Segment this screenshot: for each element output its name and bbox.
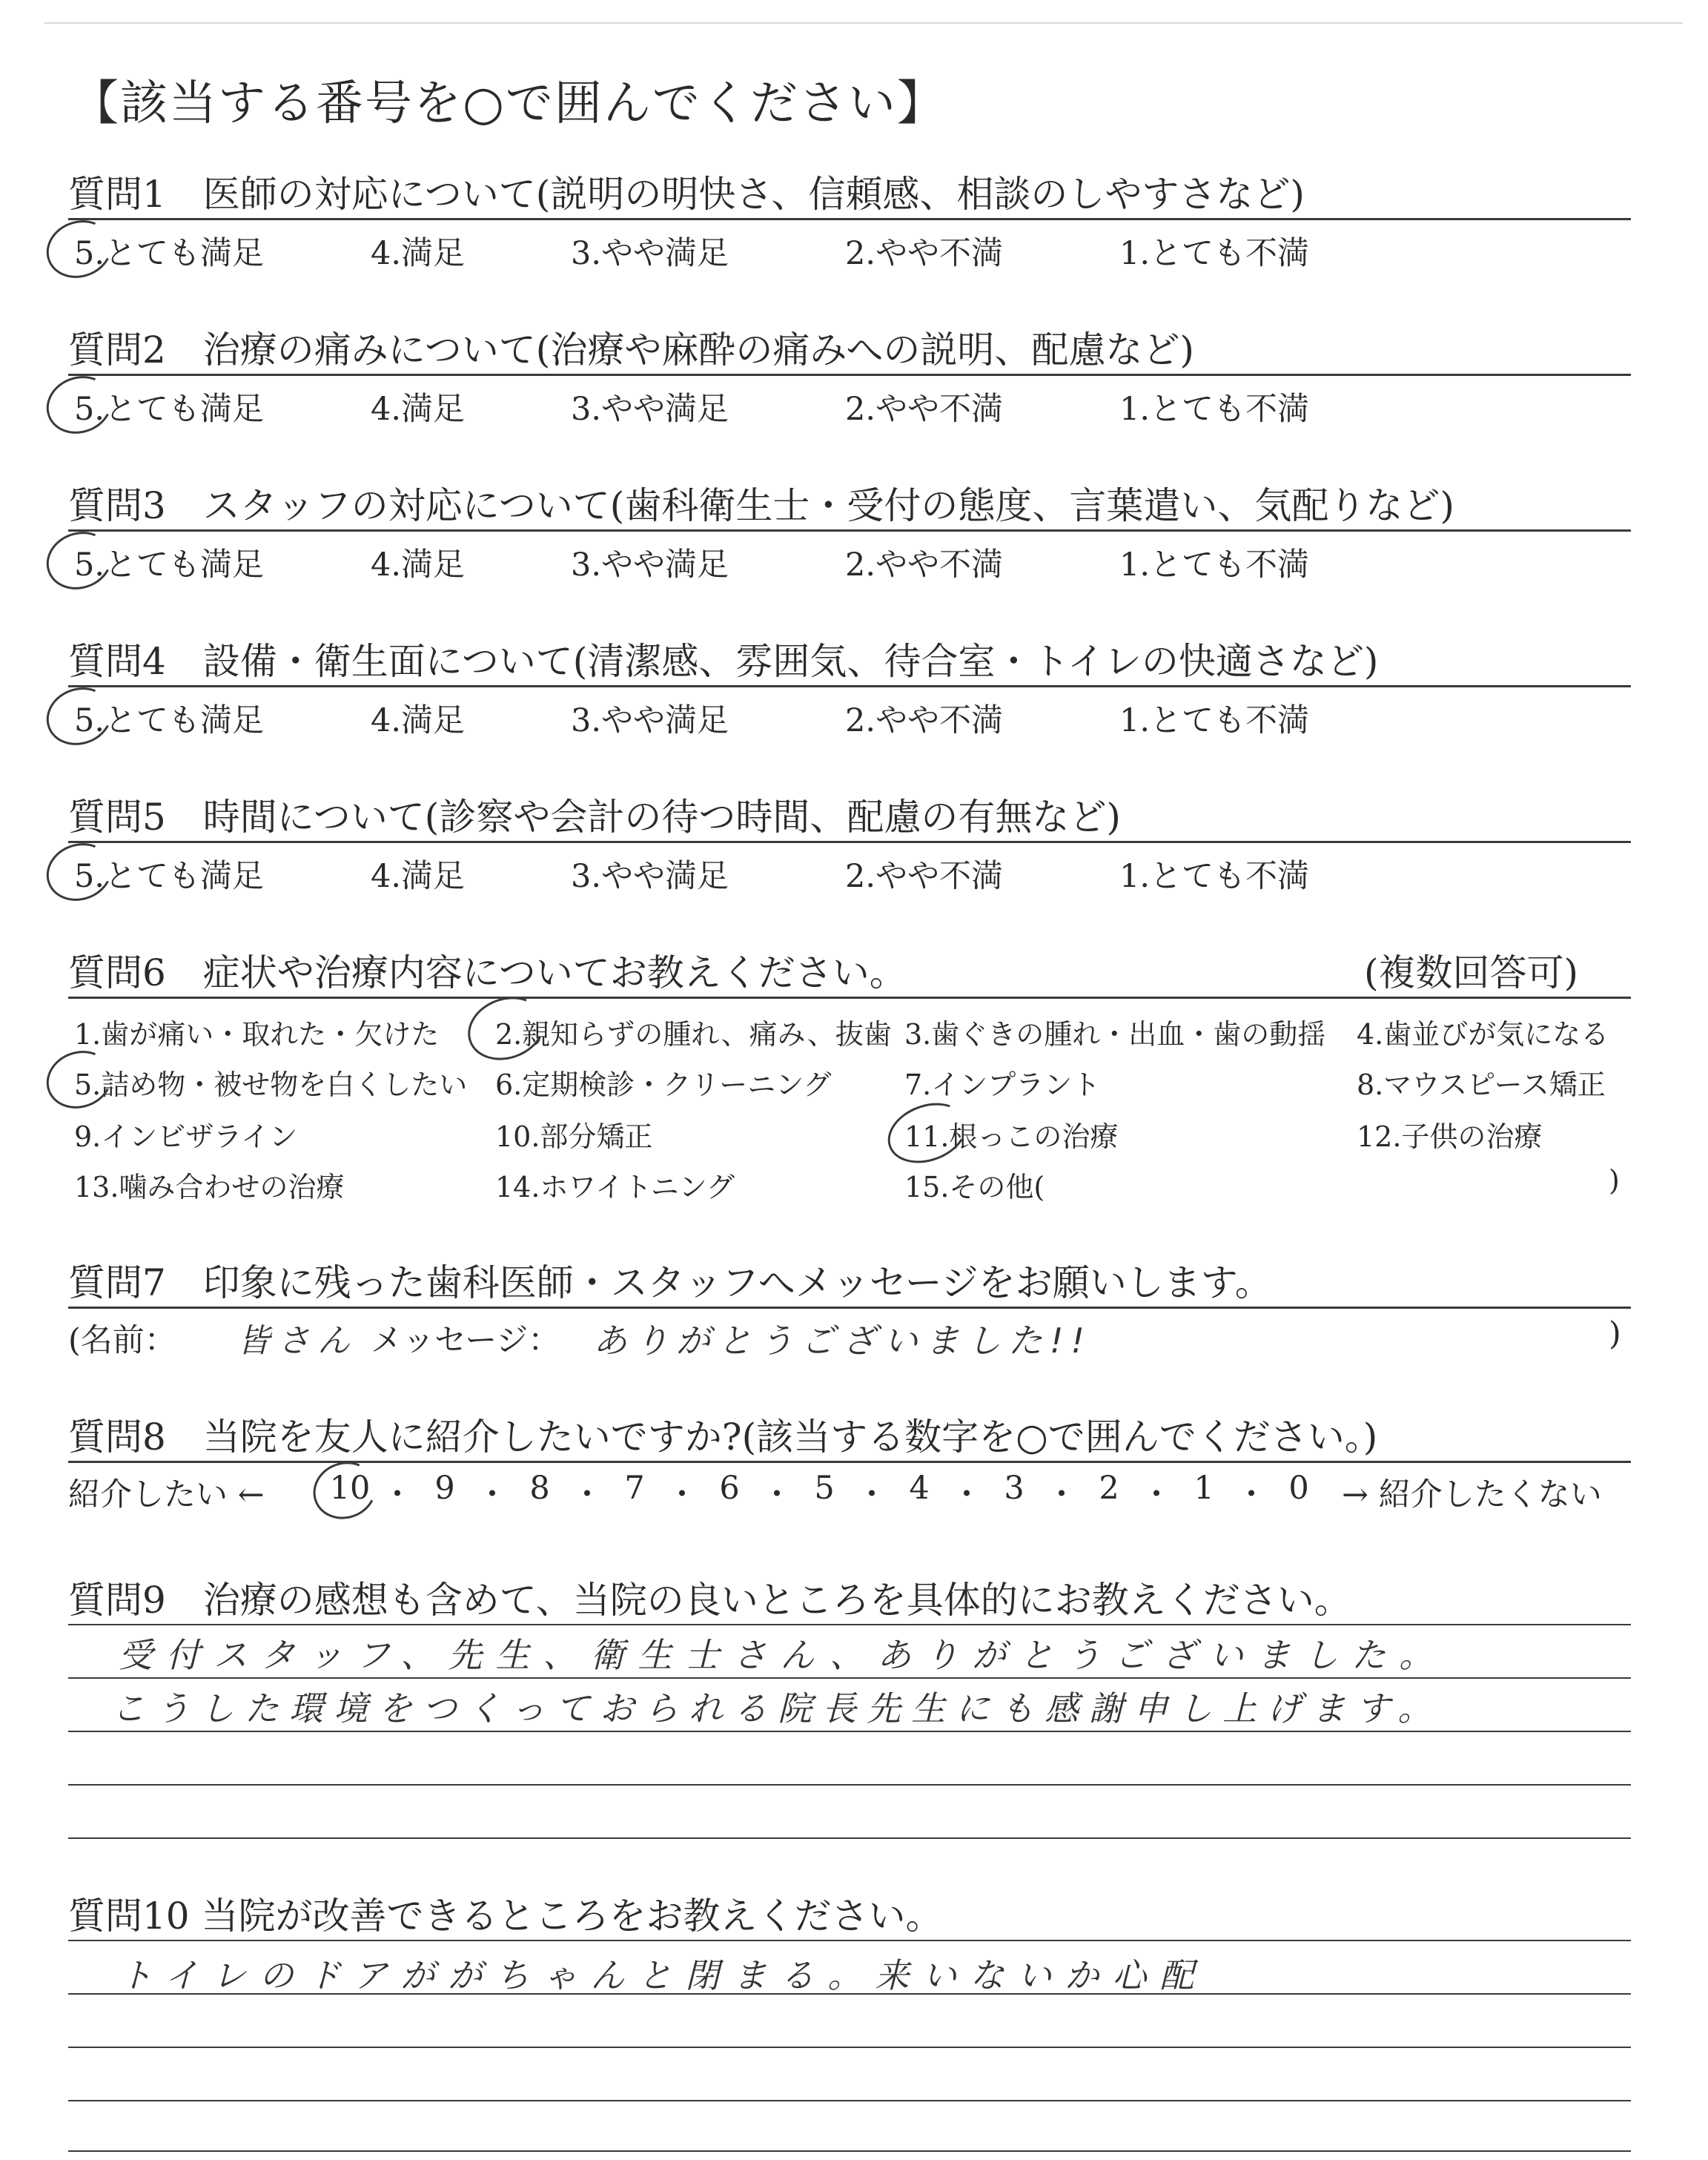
q8-scale-10[interactable]: 10 bbox=[329, 1470, 371, 1507]
q7-close-paren: ) bbox=[1609, 1315, 1621, 1353]
q6-rule bbox=[68, 997, 1631, 999]
q5-rule bbox=[68, 841, 1631, 843]
q8-scale-8[interactable]: 8 bbox=[529, 1470, 550, 1507]
q5-option-4[interactable]: 4.満足 bbox=[371, 858, 466, 895]
q8-scale-separator: ・ bbox=[1235, 1476, 1268, 1513]
q8-scale-4[interactable]: 4 bbox=[909, 1470, 930, 1507]
q5-option-2[interactable]: 2.やや不満 bbox=[845, 858, 1004, 895]
q10-line-1 bbox=[68, 1940, 1631, 1941]
q4-rule bbox=[68, 685, 1631, 687]
q3-option-1[interactable]: 1.とても不満 bbox=[1119, 546, 1310, 584]
q5-option-5[interactable]: 5.とても満足 bbox=[74, 858, 265, 895]
q7-message-value[interactable]: ありがとうございました!! bbox=[593, 1321, 1092, 1361]
q8-scale-7[interactable]: 7 bbox=[624, 1470, 645, 1507]
q6-option-12[interactable]: 12.子供の治療 bbox=[1357, 1120, 1543, 1153]
q6-option-4[interactable]: 4.歯並びが気になる bbox=[1357, 1018, 1609, 1051]
q10-answer-line-1[interactable]: トイレのドアががちゃんと閉まる。来いないか心配 bbox=[119, 1955, 1208, 1995]
q3-rule bbox=[68, 529, 1631, 532]
q2-answer-circle bbox=[39, 367, 121, 443]
q1-heading: 質問1 医師の対応について(説明の明快さ、信頼感、相談のしやすさなど) bbox=[68, 173, 1305, 216]
q8-scale-separator: ・ bbox=[1045, 1476, 1078, 1513]
q9-line-1 bbox=[68, 1624, 1631, 1625]
q8-scale-0[interactable]: 0 bbox=[1288, 1470, 1309, 1507]
q6-option-1[interactable]: 1.歯が痛い・取れた・欠けた bbox=[74, 1018, 440, 1051]
q9-answer-line-1[interactable]: 受付スタッフ、先生、衛生士さん、ありがとうございました。 bbox=[119, 1635, 1447, 1675]
q1-option-2[interactable]: 2.やや不満 bbox=[845, 235, 1004, 272]
q8-scale-separator: ・ bbox=[666, 1476, 698, 1513]
q7-name-label: (名前： bbox=[68, 1322, 176, 1359]
q4-heading: 質問4 設備・衛生面について(清潔感、雰囲気、待合室・トイレの快適さなど) bbox=[68, 640, 1379, 683]
q8-scale-separator: ・ bbox=[761, 1476, 793, 1513]
q1-answer-circle bbox=[39, 211, 121, 287]
q8-heading: 質問8 当院を友人に紹介したいですか?(該当する数字を○で囲んでください。) bbox=[68, 1416, 1378, 1459]
q6-note: (複数回答可) bbox=[1364, 951, 1579, 994]
q6-option-15[interactable]: 15.その他( bbox=[904, 1171, 1045, 1203]
q1-option-1[interactable]: 1.とても不満 bbox=[1119, 235, 1310, 272]
q6-answer-circle-5 bbox=[39, 1042, 121, 1117]
q8-scale-5[interactable]: 5 bbox=[814, 1470, 835, 1507]
q3-heading: 質問3 スタッフの対応について(歯科衛生士・受付の態度、言葉遣い、気配りなど) bbox=[68, 484, 1454, 527]
q6-answer-circle-2 bbox=[459, 986, 554, 1070]
q9-line-5 bbox=[68, 1837, 1631, 1839]
q8-scale-separator: ・ bbox=[855, 1476, 888, 1513]
q4-option-4[interactable]: 4.満足 bbox=[371, 702, 466, 739]
q7-heading: 質問7 印象に残った歯科医師・スタッフへメッセージをお願いします。 bbox=[68, 1261, 1272, 1304]
q8-scale-2[interactable]: 2 bbox=[1099, 1470, 1119, 1507]
q8-left-label: 紹介したい ← bbox=[68, 1476, 265, 1513]
q8-rule bbox=[68, 1461, 1631, 1463]
q9-line-2 bbox=[68, 1677, 1631, 1679]
q6-option-2[interactable]: 2.親知らずの腫れ、痛み、抜歯 bbox=[495, 1018, 892, 1051]
q2-option-4[interactable]: 4.満足 bbox=[371, 391, 466, 428]
q4-option-3[interactable]: 3.やや満足 bbox=[571, 702, 729, 739]
q8-scale-separator: ・ bbox=[381, 1476, 414, 1513]
q7-message-label: メッセージ： bbox=[371, 1322, 560, 1359]
q2-option-1[interactable]: 1.とても不満 bbox=[1119, 391, 1310, 428]
q8-scale-separator: ・ bbox=[950, 1476, 983, 1513]
q3-option-4[interactable]: 4.満足 bbox=[371, 546, 466, 584]
q8-scale-3[interactable]: 3 bbox=[1004, 1470, 1025, 1507]
q6-option-7[interactable]: 7.インプラント bbox=[904, 1069, 1101, 1101]
q8-scale bbox=[326, 1470, 1323, 1515]
q5-option-3[interactable]: 3.やや満足 bbox=[571, 858, 729, 895]
q6-option-14[interactable]: 14.ホワイトニング bbox=[495, 1171, 735, 1203]
q6-option-13[interactable]: 13.噛み合わせの治療 bbox=[74, 1171, 345, 1203]
q10-line-4 bbox=[68, 2100, 1631, 2101]
q6-option-11[interactable]: 11.根っこの治療 bbox=[904, 1120, 1119, 1153]
q1-rule bbox=[68, 218, 1631, 220]
q2-heading: 質問2 治療の痛みについて(治療や麻酔の痛みへの説明、配慮など) bbox=[68, 328, 1194, 371]
q1-option-3[interactable]: 3.やや満足 bbox=[571, 235, 729, 272]
q8-right-label: → 紹介したくない bbox=[1342, 1476, 1602, 1513]
q6-option-8[interactable]: 8.マウスピース矯正 bbox=[1357, 1069, 1606, 1101]
q1-option-4[interactable]: 4.満足 bbox=[371, 235, 466, 272]
q6-answer-circle-11 bbox=[879, 1092, 975, 1173]
q6-option-5[interactable]: 5.詰め物・被せ物を白くしたい bbox=[74, 1069, 468, 1101]
q7-rule bbox=[68, 1307, 1631, 1309]
q8-scale-separator: ・ bbox=[476, 1476, 509, 1513]
q6-option-9[interactable]: 9.インビザライン bbox=[74, 1120, 298, 1153]
q6-option-6[interactable]: 6.定期検診・クリーニング bbox=[495, 1069, 832, 1101]
q2-option-3[interactable]: 3.やや満足 bbox=[571, 391, 729, 428]
q3-option-3[interactable]: 3.やや満足 bbox=[571, 546, 729, 584]
q6-option-10[interactable]: 10.部分矯正 bbox=[495, 1120, 653, 1153]
q2-option-2[interactable]: 2.やや不満 bbox=[845, 391, 1004, 428]
q6-option-3[interactable]: 3.歯ぐきの腫れ・出血・歯の動揺 bbox=[904, 1018, 1326, 1051]
q8-answer-circle bbox=[305, 1453, 385, 1528]
q10-heading: 質問10 当院が改善できるところをお教えください。 bbox=[68, 1895, 943, 1938]
q3-answer-circle bbox=[39, 523, 121, 598]
page-title: 【該当する番号を○で囲んでください】 bbox=[71, 76, 946, 131]
q5-answer-circle bbox=[39, 834, 121, 910]
q10-line-3 bbox=[68, 2047, 1631, 2048]
q5-heading: 質問5 時間について(診察や会計の待つ時間、配慮の有無など) bbox=[68, 796, 1121, 839]
q4-option-1[interactable]: 1.とても不満 bbox=[1119, 702, 1310, 739]
q8-scale-6[interactable]: 6 bbox=[719, 1470, 740, 1507]
q2-rule bbox=[68, 374, 1631, 376]
q6-heading: 質問6 症状や治療内容についてお教えください。 bbox=[68, 951, 907, 994]
q9-answer-line-2[interactable]: こうした環境をつくっておられる院長先生にも感謝申し上げます。 bbox=[111, 1688, 1443, 1728]
q8-scale-separator: ・ bbox=[1140, 1476, 1173, 1513]
q10-line-5 bbox=[68, 2150, 1631, 2152]
q8-scale-1[interactable]: 1 bbox=[1194, 1470, 1214, 1507]
q9-line-3 bbox=[68, 1731, 1631, 1732]
q3-option-5[interactable]: 5.とても満足 bbox=[74, 546, 265, 584]
q4-option-2[interactable]: 2.やや不満 bbox=[845, 702, 1004, 739]
q6-other-close-paren: ) bbox=[1609, 1164, 1620, 1197]
q4-option-5[interactable]: 5.とても満足 bbox=[74, 702, 265, 739]
scan-top-edge bbox=[44, 22, 1683, 24]
q7-name-value[interactable]: 皆さん bbox=[237, 1322, 357, 1360]
q8-scale-separator: ・ bbox=[571, 1476, 603, 1513]
q5-option-1[interactable]: 1.とても不満 bbox=[1119, 858, 1310, 895]
q9-heading: 質問9 治療の感想も含めて、当院の良いところを具体的にお教えください。 bbox=[68, 1579, 1351, 1622]
q3-option-2[interactable]: 2.やや不満 bbox=[845, 546, 1004, 584]
q2-option-5[interactable]: 5.とても満足 bbox=[74, 391, 265, 428]
q4-answer-circle bbox=[39, 678, 121, 754]
q1-option-5[interactable]: 5.とても満足 bbox=[74, 235, 265, 272]
q8-scale-9[interactable]: 9 bbox=[434, 1470, 455, 1507]
q9-line-4 bbox=[68, 1784, 1631, 1786]
